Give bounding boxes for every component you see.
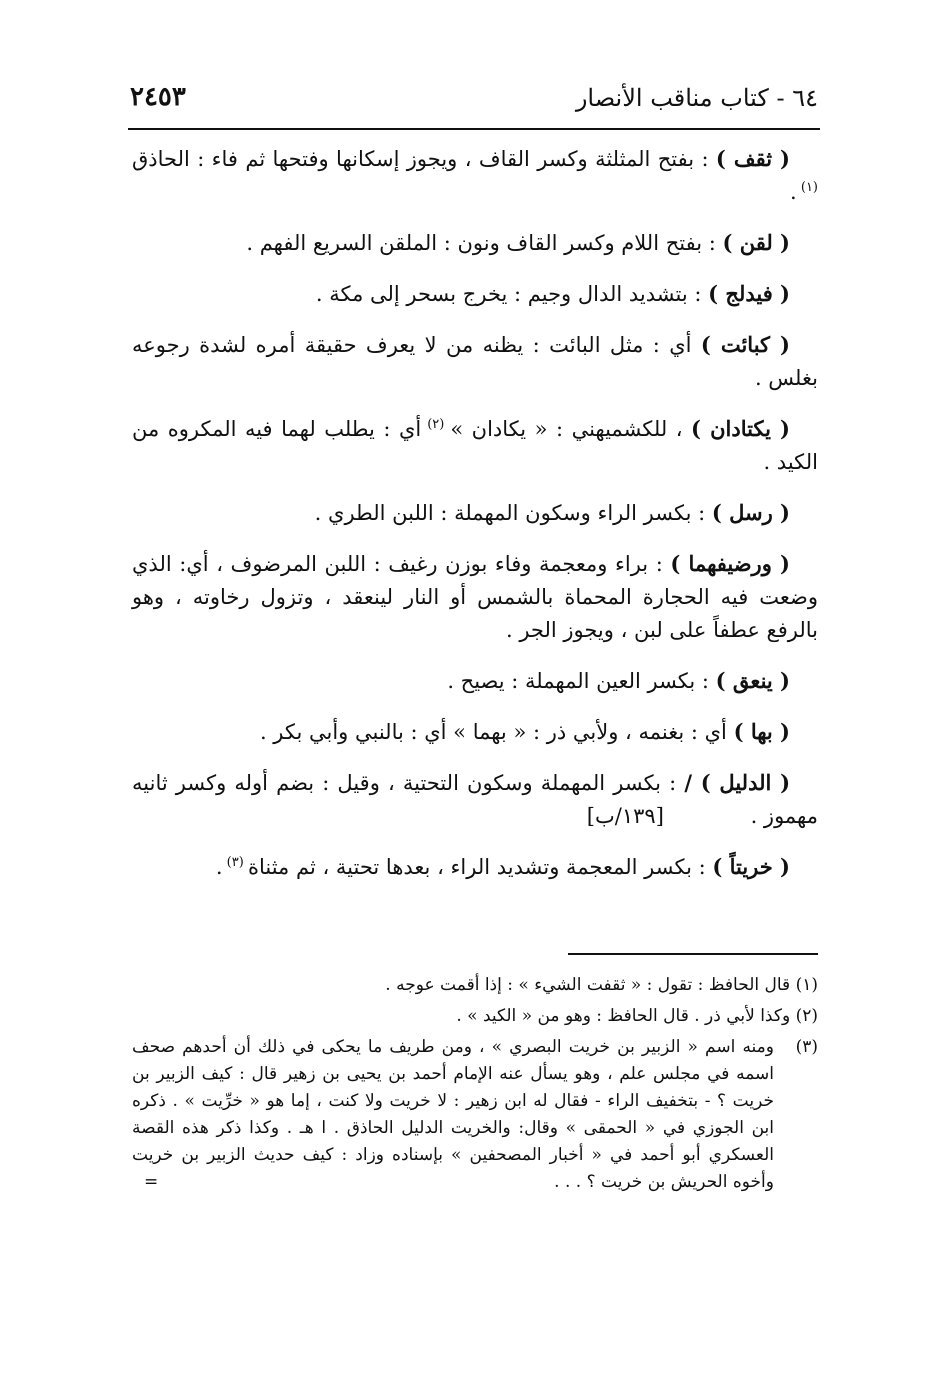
- entry-term: ( رسل ): [711, 500, 790, 525]
- entry-term: ( يكتادان ): [691, 416, 790, 441]
- entry-risl: [132, 496, 818, 530]
- footnote-rule: [568, 953, 818, 955]
- entry-fayadlij: [132, 277, 818, 311]
- header-rule: [128, 128, 820, 130]
- entry-text: : بكسر الراء وسكون المهملة : اللبن الطري .: [314, 501, 712, 525]
- entry-tail: أي : يطلب لهما فيه المكروه من الكيد .: [132, 417, 818, 474]
- entry-text: : بفتح المثلثة وكسر القاف ، ويجوز إسكانها وفتحها ثم فاء : الحاذق: [132, 147, 716, 171]
- footnote-text: وكذا لأبي ذر . قال الحافظ : وهو من « الكيد » .: [456, 1006, 796, 1026]
- entry-text: : بكسر المعجمة وتشديد الراء ، بعدها تحتية ، ثم مثناة: [247, 855, 713, 879]
- entry-text: : بكسر العين المهملة : يصيح .: [447, 669, 716, 693]
- footnote-3: [132, 1034, 818, 1196]
- entry-yanaq: [132, 664, 818, 698]
- footnote-ref: (٣): [222, 855, 248, 870]
- folio-marker: [١٣٩/ب]: [586, 804, 664, 828]
- footnote-text: قال الحافظ : تقول : « ثقفت الشيء » : إذا أقمت عوجه .: [385, 975, 796, 995]
- entry-kabait: [132, 328, 818, 395]
- entry-text: ، للكشميهني : « يكادان »: [450, 417, 692, 441]
- entry-term: ( فيدلج ): [708, 281, 790, 306]
- footnote-text: ومنه اسم « الزبير بن خريت البصري » ، ومن طريف ما يحكى في ذلك أن أحدهم صحف اسمه في مجلس علم ، وهو يسأل عنه الإمام أحمد بن يحيى بن زهير قال : كيف الزبير بن خريت ؟ - بتخفيف الراء - فقال له ابن زهير : لا خريت ولا كنت ، إما هو « خرِّيت » . ذكره ابن الجوزي في « الحمقى » وقال: والخريت الدليل الحاذق . ا هـ . وكذا ذكر هذه القصة العسكري أبو أحمد في « أخبار المصحفين » بإسناده وزاد : كيف حديث الزبير بن خريت وأخوه الحريش بن خريت ؟ . . .: [132, 1037, 774, 1192]
- entry-text: أي : بغنمه ، ولأبي ذر : « بهما » أي : بالنبي وأبي بكر .: [259, 720, 734, 744]
- footnotes: [132, 972, 818, 1200]
- entry-radifihima: [132, 547, 818, 647]
- entry-term: ( بها ): [733, 719, 790, 744]
- page-number: ٢٤٥٣: [130, 82, 186, 112]
- continuation-mark: =: [144, 1172, 159, 1192]
- entry-text: : بكسر المهملة وسكون التحتية ، وقيل : بضم أوله وكسر ثانيه مهموز .: [132, 771, 818, 828]
- entry-term: ( خريتاً ): [712, 854, 790, 879]
- entry-text: أي : مثل البائت : يظنه من لا يعرف حقيقة أمره لشدة رجوعه بغلس .: [132, 333, 818, 390]
- page-header: [128, 80, 818, 124]
- entry-text: : براء ومعجمة وفاء بوزن رغيف : اللبن المرضوف ، أي: الذي وضعت فيه الحجارة المحماة بالشمس أو النار لينعقد ، وتزول رخاوته ، وهو بالرفع عطفاً على لبن ، ويجوز الجر .: [132, 552, 818, 642]
- entry-text: : بتشديد الدال وجيم : يخرج بسحر إلى مكة .: [315, 282, 709, 306]
- entry-tail: .: [215, 855, 223, 879]
- entry-term: ( ورضيفهما ): [670, 551, 790, 576]
- footnote-2: [132, 1003, 818, 1030]
- entry-term: ( الدليل ) /: [684, 770, 791, 795]
- footnote-ref: (٢): [421, 417, 451, 432]
- entry-thaqif: [132, 142, 818, 209]
- footnote-number: (٢): [795, 1006, 818, 1026]
- main-text: [132, 142, 818, 901]
- entry-term: ( ينعق ): [715, 668, 790, 693]
- footnote-number: (١): [795, 975, 818, 995]
- entry-khirrit: [132, 850, 818, 884]
- entry-laqin: [132, 226, 818, 260]
- entry-tail: .: [790, 180, 797, 204]
- entry-term: ( كبائت ): [700, 332, 790, 357]
- footnote-ref: (١): [796, 180, 818, 195]
- footnote-number: (٣): [795, 1037, 818, 1057]
- entry-yaktadan: [132, 412, 818, 479]
- entry-biha: [132, 715, 818, 749]
- chapter-title: ٦٤ - كتاب مناقب الأنصار: [575, 84, 818, 112]
- entry-term: ( ثقف ): [715, 146, 790, 171]
- entry-dalil: [132, 766, 818, 833]
- entry-text: : بفتح اللام وكسر القاف ونون : الملقن السريع الفهم .: [246, 231, 723, 255]
- footnote-1: [132, 972, 818, 999]
- entry-term: ( لقن ): [722, 230, 790, 255]
